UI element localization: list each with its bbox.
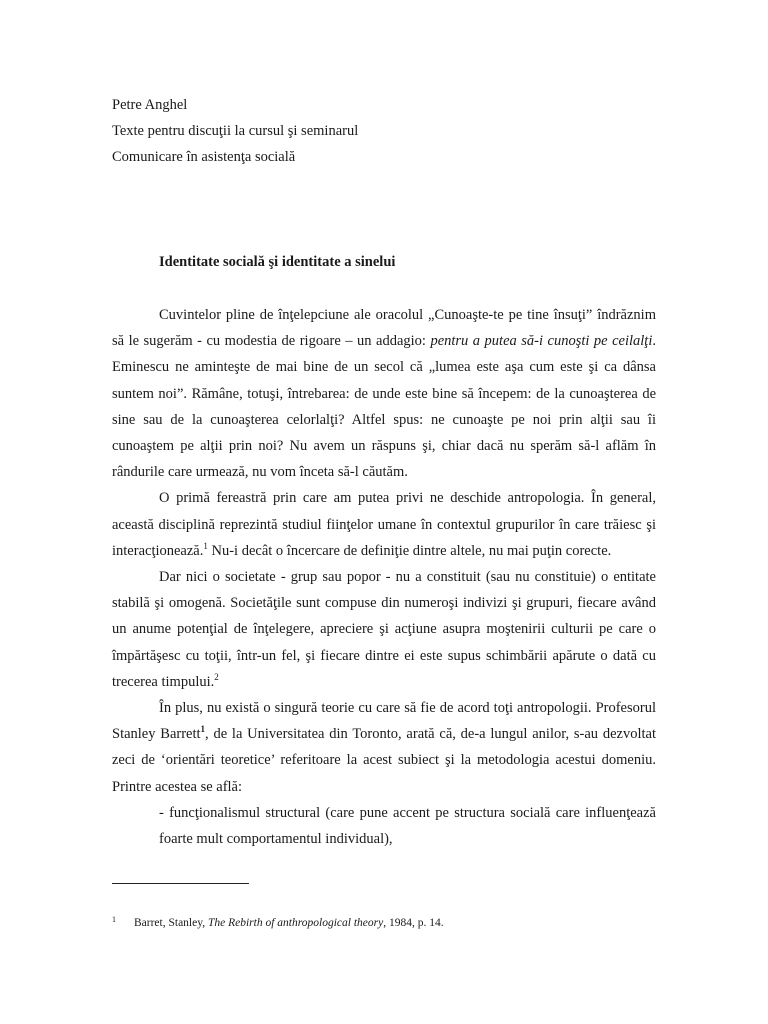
footnote-prefix: Barret, Stanley, bbox=[134, 917, 208, 929]
footnote-separator bbox=[112, 883, 249, 884]
body-text bbox=[112, 302, 656, 852]
footnote-book-title: The Rebirth of anthropological theory bbox=[207, 917, 384, 929]
paragraph-3 bbox=[112, 564, 656, 695]
footnote-suffix: , 1984, p. 14. bbox=[383, 917, 444, 929]
paragraph-4-text-a: În plus, nu există o singură teorie cu care să fie de acord toţi antropologii. Profesorul Stanley Barrett bbox=[112, 700, 656, 743]
paragraph-4-text-b: , de la Universitatea din Toronto, arată că, de-a lungul anilor, s-au dezvoltat zeci de ‘orientări teoretice’ referitoare la acest subiect şi la metodologia acestui domeniu. Printre acestea se află: bbox=[112, 726, 656, 795]
course-title: Comunicare în asistenţa socială bbox=[112, 149, 296, 165]
paragraph-1-text-a: Cuvintelor pline de înţelepciune ale oracolul „Cunoaşte-te pe tine însuţi” îndrăznim să le sugerăm - cu modestia de rigoare – un addagio: bbox=[112, 307, 656, 350]
footnote-1 bbox=[112, 915, 444, 929]
author-name: Petre Anghel bbox=[112, 97, 188, 113]
section-title: Identitate socială şi identitate a sinelui bbox=[159, 254, 396, 270]
paragraph-2-text-b: Nu-i decât o încercare de definiţie dintre altele, nu mai puţin corecte. bbox=[207, 542, 612, 559]
list-item: - funcţionalismul structural (care pune accent pe structura socială care influenţează foarte mult comportamentul individual), bbox=[159, 804, 656, 848]
paragraph-1 bbox=[112, 302, 656, 485]
paragraph-3-text-a: Dar nici o societate - grup sau popor - nu a constituit (sau nu constituie) o entitate stabilă şi omogenă. Societăţile sunt compuse din numeroşi indivizi şi grupuri, fiecare având un anume potenţial de înţelegere, apreciere şi acţiune asupra moştenirii culturii pe care o împărtăşesc cu toţii, într-un fel, şi fiecare dintre ei este supus schimbării apărute o dată cu trecerea timpului. bbox=[112, 569, 656, 690]
paragraph-1-text-c: . Eminescu ne aminteşte de mai bine de un secol că „lumea este aşa cum este şi ca dânsa suntem noi”. Rămâne, totuşi, întrebarea: de unde este bine să începem: de la cunoaşterea de sine sau de la cunoaşterea celorlalţi? Altfel spus: ne cunoaşte pe noi prin alţii sau îi cunoaştem pe alţii prin noi? Nu avem un răspuns şi, chiar dacă nu sperăm să-l aflăm în rândurile care urmează, nu vom înceta să-l căutăm. bbox=[112, 333, 656, 481]
paragraph-2-text-a: O primă fereastră prin care am putea privi ne deschide antropologia. În general, această disciplină reprezintă studiul fiinţelor umane în contextul grupurilor în care trăiesc şi interacţionează. bbox=[112, 490, 656, 559]
footnote-ref-1: 1 bbox=[203, 540, 208, 551]
paragraph-2 bbox=[112, 485, 656, 564]
footnote-number: 1 bbox=[112, 915, 116, 924]
footnote-ref-barrett: 1 bbox=[200, 724, 206, 735]
paragraph-1-italic: pentru a putea să-i cunoşti pe ceilalţi bbox=[430, 333, 653, 350]
footnote-ref-2: 2 bbox=[214, 671, 219, 682]
document-header bbox=[112, 92, 358, 170]
course-line: Texte pentru discuţii la cursul şi seminarul bbox=[112, 123, 359, 139]
paragraph-4 bbox=[112, 695, 656, 800]
